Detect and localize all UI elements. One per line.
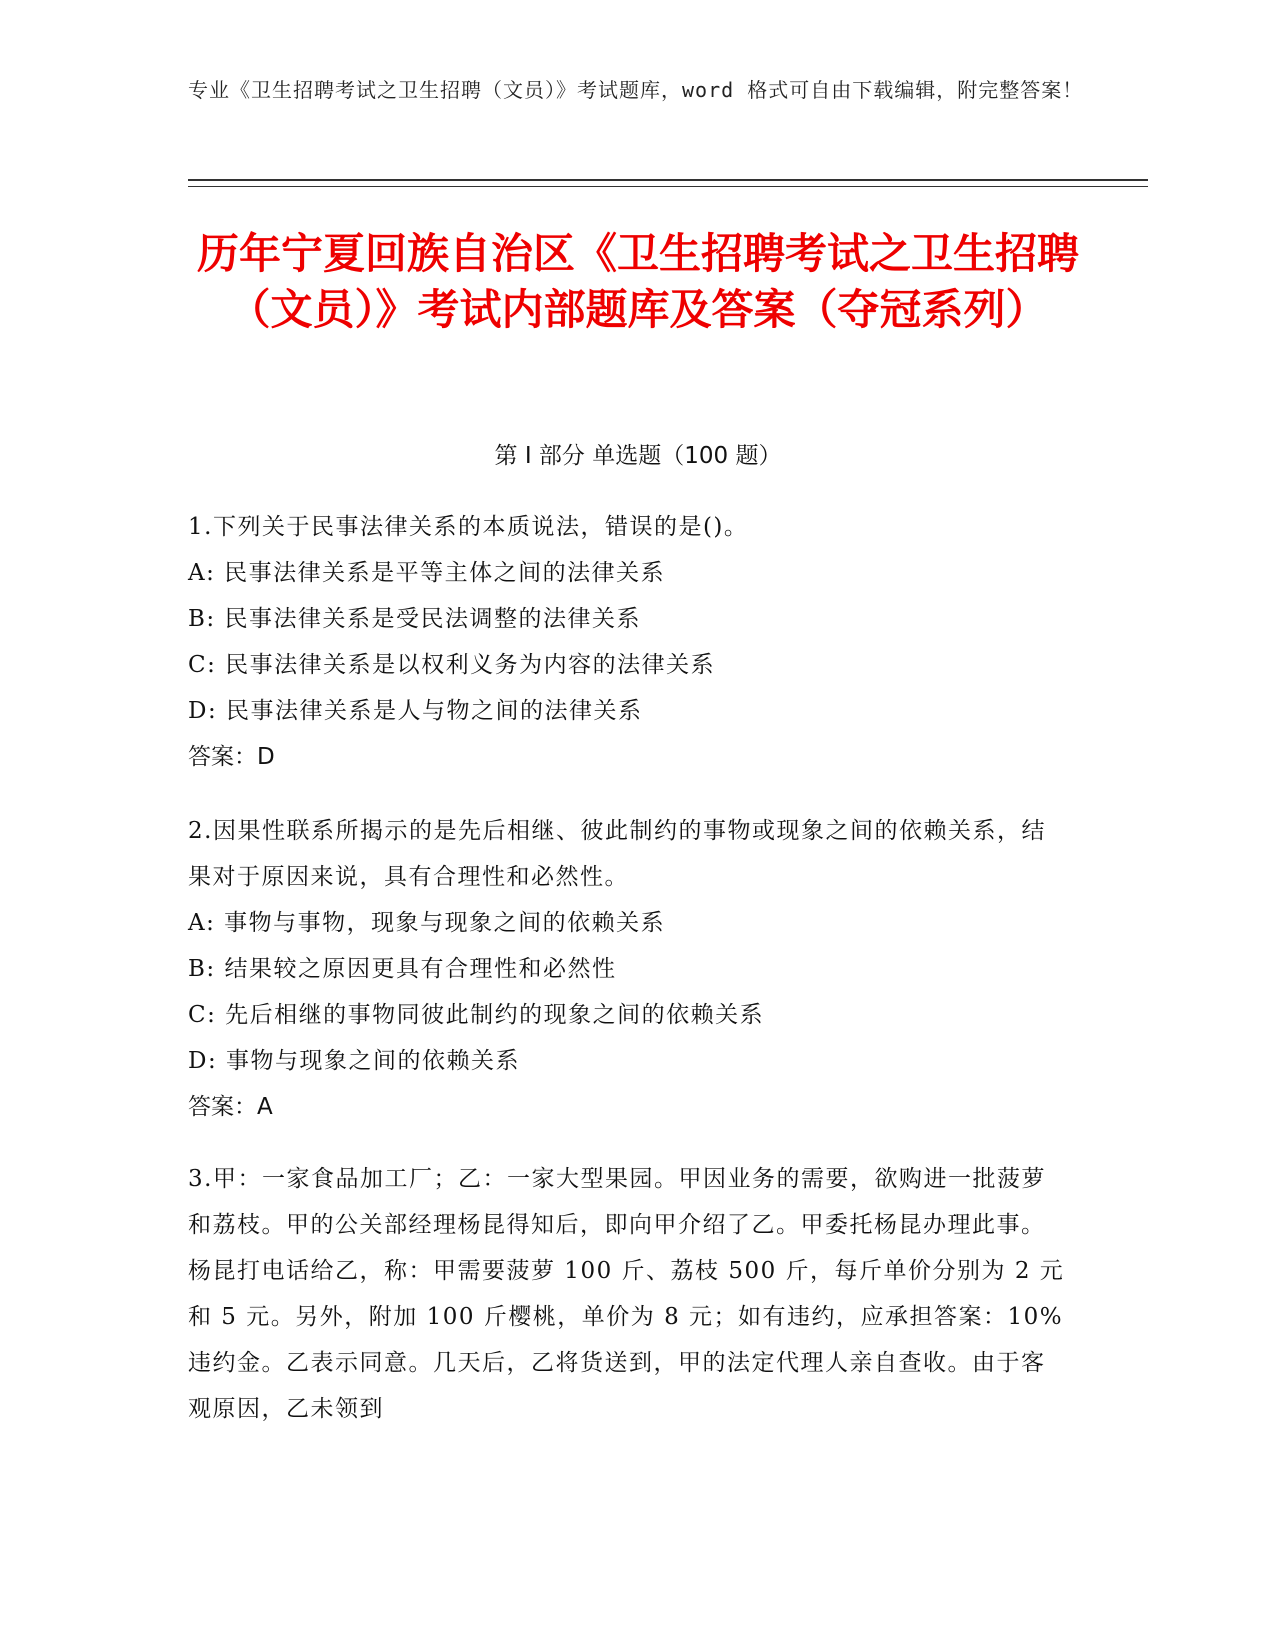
option-c: C: 先后相继的事物同彼此制约的现象之间的依赖关系 — [188, 1002, 765, 1028]
header-note: 专业《卫生招聘考试之卫生招聘（文员）》考试题库，word 格式可自由下载编辑，附完整答案！ — [188, 78, 1084, 102]
option-b: B: 结果较之原因更具有合理性和必然性 — [188, 956, 617, 982]
answer-text: 答案：A — [188, 1094, 273, 1120]
option-c: C: 民事法律关系是以权利义务为内容的法律关系 — [188, 652, 716, 678]
option-d: D: 事物与现象之间的依赖关系 — [188, 1048, 521, 1074]
option-a: A: 民事法律关系是平等主体之间的法律关系 — [188, 560, 666, 586]
document-title: 历年宁夏回族自治区《卫生招聘考试之卫生招聘（文员）》考试内部题库及答案（夺冠系列） — [196, 229, 1079, 334]
header-divider-thin — [188, 186, 1148, 187]
question-stem: 2.因果性联系所揭示的是先后相继、彼此制约的事物或现象之间的依赖关系，结果对于原因来说，具有合理性和必然性。 — [188, 818, 1046, 890]
question-stem: 3.甲：一家食品加工厂；乙：一家大型果园。甲因业务的需要，欲购进一批菠萝和荔枝。甲的公关部经理杨昆得知后，即向甲介绍了乙。甲委托杨昆办理此事。杨昆打电话给乙，称：甲需要菠萝 100 斤、荔枝 500 斤，每斤单价分别为 2 元和 5 元。另外，附加 100 斤樱桃，单价为 8 元；如有违约，应承担答案：10%违约金。乙表示同意。几天后，乙将货送到，甲的法定代理人亲自查收。由于客观原因，乙未领到 — [188, 1166, 1065, 1422]
answer-text: 答案：D — [188, 744, 275, 770]
section-heading: 第 I 部分 单选题（100 题） — [494, 443, 782, 469]
option-a: A: 事物与事物，现象与现象之间的依赖关系 — [188, 910, 666, 936]
question-2 — [188, 808, 1068, 1130]
option-d: D: 民事法律关系是人与物之间的法律关系 — [188, 698, 643, 724]
header-divider — [188, 179, 1148, 181]
option-b: B: 民事法律关系是受民法调整的法律关系 — [188, 606, 641, 632]
question-3 — [188, 1156, 1068, 1432]
question-stem: 1.下列关于民事法律关系的本质说法，错误的是()。 — [188, 514, 749, 540]
question-1 — [188, 504, 1068, 780]
